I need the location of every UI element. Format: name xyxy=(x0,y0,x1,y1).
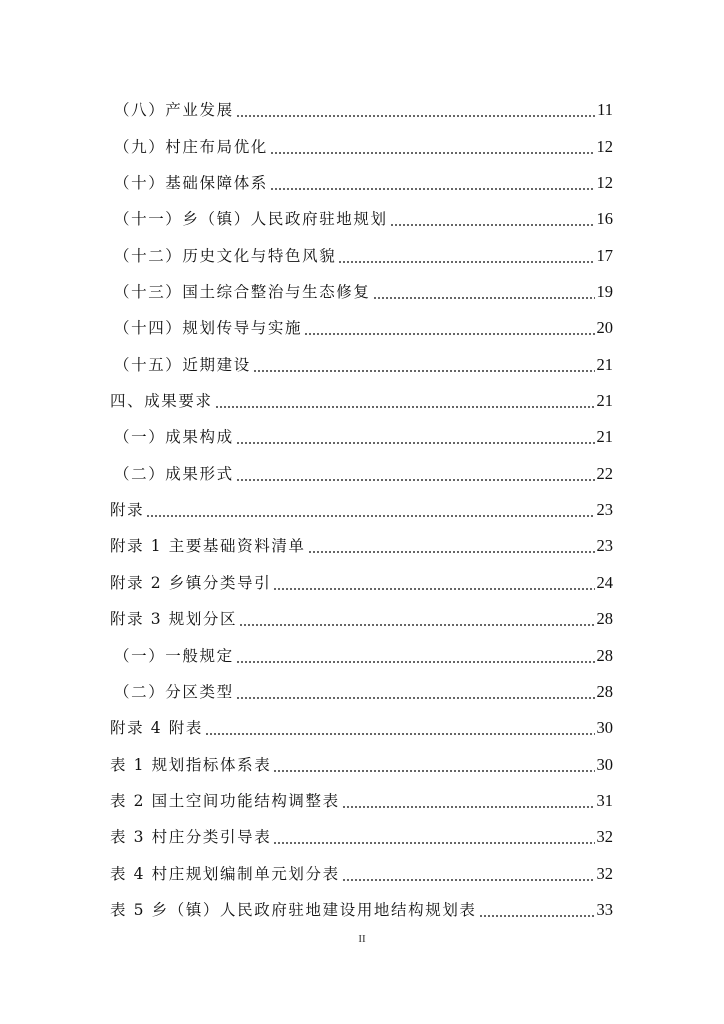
toc-dot-leader xyxy=(342,805,595,809)
toc-dot-leader xyxy=(253,369,595,373)
toc-entry-page: 21 xyxy=(596,427,613,447)
toc-dot-leader xyxy=(215,405,595,409)
toc-entry[interactable] xyxy=(110,383,613,419)
toc-dot-leader xyxy=(205,732,595,736)
toc-entry-title: （十）基础保障体系 xyxy=(114,174,268,193)
toc-dot-leader xyxy=(236,660,595,664)
toc-entry-page: 30 xyxy=(596,754,613,774)
toc-entry[interactable] xyxy=(110,92,613,128)
toc-entry-page: 23 xyxy=(596,500,613,520)
toc-dot-leader xyxy=(146,514,594,518)
toc-entry-title: （八）产业发展 xyxy=(114,101,234,120)
toc-entry-page: 22 xyxy=(596,463,613,483)
toc-dot-leader xyxy=(479,914,595,918)
toc-entry-page: 33 xyxy=(596,899,613,919)
toc-entry-title: 附录 2 乡镇分类导引 xyxy=(110,573,272,592)
toc-entry-title: 表 4 村庄规划编制单元划分表 xyxy=(110,864,340,883)
toc-dot-leader xyxy=(373,296,595,300)
toc-entry-page: 12 xyxy=(596,136,613,156)
toc-dot-leader xyxy=(390,223,595,227)
toc-entry[interactable] xyxy=(110,674,613,710)
toc-entry-title: 附录 3 规划分区 xyxy=(110,610,238,629)
toc-dot-leader xyxy=(308,550,595,554)
toc-entry-title: （二）分区类型 xyxy=(114,682,234,701)
toc-entry-title: （十三）国土综合整治与生态修复 xyxy=(114,283,371,302)
toc-entry-page: 28 xyxy=(596,681,613,701)
toc-dot-leader xyxy=(270,151,595,155)
toc-entry[interactable] xyxy=(110,455,613,491)
toc-entry-page: 21 xyxy=(596,391,613,411)
toc-dot-leader xyxy=(342,878,595,882)
toc-entry-title: 附录 xyxy=(110,501,145,520)
toc-entry[interactable] xyxy=(110,637,613,673)
toc-entry-title: 四、成果要求 xyxy=(110,392,213,411)
toc-entry-title: 表 2 国土空间功能结构调整表 xyxy=(110,791,340,810)
toc-entry-title: 附录 4 附表 xyxy=(110,719,203,738)
toc-entry[interactable] xyxy=(110,237,613,273)
toc-dot-leader xyxy=(273,587,594,591)
toc-dot-leader xyxy=(338,260,594,264)
toc-entry-page: 32 xyxy=(596,827,613,847)
toc-dot-leader xyxy=(304,332,594,336)
toc-entry[interactable] xyxy=(110,492,613,528)
toc-entry[interactable] xyxy=(110,892,613,928)
toc-entry[interactable] xyxy=(110,528,613,564)
toc-entry[interactable] xyxy=(110,564,613,600)
toc-entry[interactable] xyxy=(110,201,613,237)
toc-dot-leader xyxy=(270,187,595,191)
toc-entry[interactable] xyxy=(110,274,613,310)
toc-entry-page: 16 xyxy=(596,209,613,229)
toc-entry-title: （一）一般规定 xyxy=(114,646,234,665)
toc-dot-leader xyxy=(236,696,595,700)
toc-entry[interactable] xyxy=(110,165,613,201)
toc-entry[interactable] xyxy=(110,746,613,782)
toc-entry-title: （十五）近期建设 xyxy=(114,355,251,374)
toc-entry-page: 17 xyxy=(596,245,613,265)
toc-entry-title: 表 3 村庄分类引导表 xyxy=(110,828,272,847)
table-of-contents xyxy=(110,92,613,928)
toc-entry-page: 19 xyxy=(596,282,613,302)
toc-entry-page: 24 xyxy=(596,572,613,592)
toc-dot-leader xyxy=(273,769,594,773)
toc-dot-leader xyxy=(273,841,594,845)
toc-entry-title: （十一）乡（镇）人民政府驻地规划 xyxy=(114,210,388,229)
toc-entry-page: 28 xyxy=(596,609,613,629)
toc-entry-page: 31 xyxy=(596,790,613,810)
toc-dot-leader xyxy=(239,623,594,627)
toc-entry-title: 表 5 乡（镇）人民政府驻地建设用地结构规划表 xyxy=(110,900,477,919)
toc-entry-page: 11 xyxy=(597,100,613,120)
toc-entry[interactable] xyxy=(110,819,613,855)
toc-entry[interactable] xyxy=(110,783,613,819)
toc-entry-page: 32 xyxy=(596,863,613,883)
toc-entry-title: （十二）历史文化与特色风貌 xyxy=(114,246,337,265)
toc-entry-page: 21 xyxy=(596,354,613,374)
toc-entry-page: 23 xyxy=(596,536,613,556)
toc-entry-title: （一）成果构成 xyxy=(114,428,234,447)
toc-entry-title: （二）成果形式 xyxy=(114,464,234,483)
toc-entry[interactable] xyxy=(110,710,613,746)
toc-entry[interactable] xyxy=(110,419,613,455)
toc-entry-title: 表 1 规划指标体系表 xyxy=(110,755,272,774)
toc-entry[interactable] xyxy=(110,601,613,637)
toc-entry-title: （九）村庄布局优化 xyxy=(114,137,268,156)
toc-entry-page: 20 xyxy=(596,318,613,338)
toc-entry[interactable] xyxy=(110,346,613,382)
toc-entry-title: （十四）规划传导与实施 xyxy=(114,319,303,338)
toc-entry-page: 12 xyxy=(596,173,613,193)
page-number: II xyxy=(358,933,366,945)
toc-entry-title: 附录 1 主要基础资料清单 xyxy=(110,537,306,556)
toc-dot-leader xyxy=(236,441,595,445)
toc-entry[interactable] xyxy=(110,855,613,891)
toc-dot-leader xyxy=(236,114,595,118)
toc-entry-page: 30 xyxy=(596,718,613,738)
toc-entry[interactable] xyxy=(110,128,613,164)
toc-entry[interactable] xyxy=(110,310,613,346)
toc-dot-leader xyxy=(236,478,595,482)
toc-entry-page: 28 xyxy=(596,645,613,665)
